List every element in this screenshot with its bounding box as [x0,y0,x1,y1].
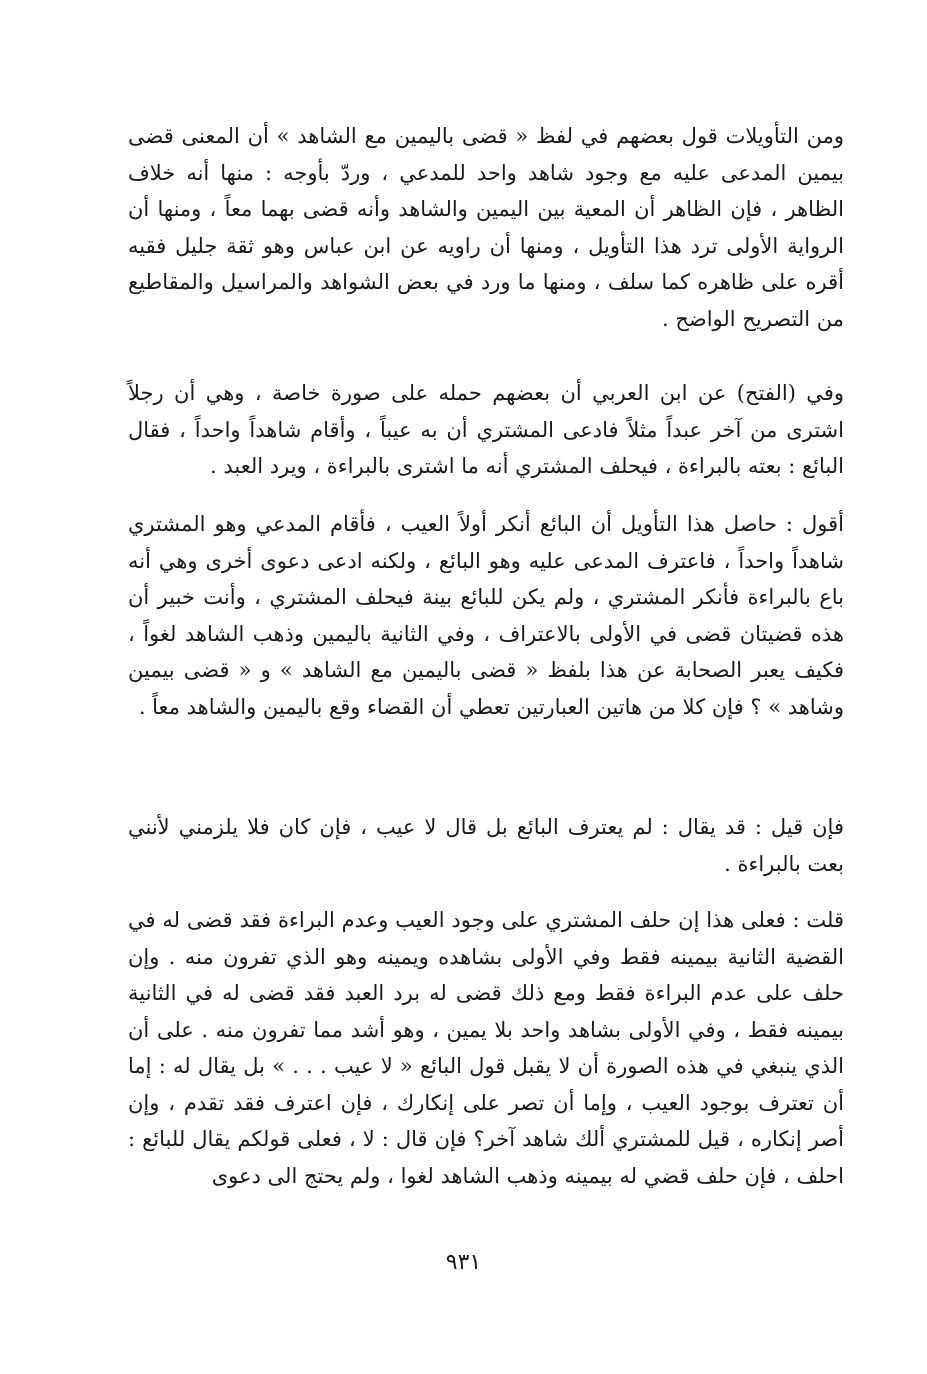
paragraph-text: أقول : حاصل هذا التأويل أن البائع أنكر أولاً العيب ، فأقام المدعي وهو المشتري شاهداً واحداً ، فاعترف المدعى عليه وهو البائع ، ولكنه ادعى دعوى أخرى وهي أنه باع بالبراءة فأنكر المشتري ، ولم يكن للبائع بينة فيحلف المشتري ، وأنت خبير أن هذه قضيتان قضى في الأولى بالاعتراف ، وفي الثانية باليمين وذهب الشاهد لغواً ، فكيف يعبر الصحابة عن هذا بلفظ « قضى باليمين مع الشاهد » و « قضى بيمين وشاهد » ؟ فإن كلا من هاتين العبارتين تعطي أن القضاء وقع باليمين والشاهد معاً . [128,512,844,719]
page-number: ٩٣١ [445,1250,482,1275]
paragraph-text: قلت : فعلى هذا إن حلف المشتري على وجود العيب وعدم البراءة فقد قضى له في القضية الثانية بيمينه فقط وفي الأولى بشاهده ويمينه وهو الذي تفرون منه . وإن حلف على عدم البراءة فقط ومع ذلك قضى له برد العبد فقد قضى له في الثانية بيمينه فقط ، وفي الأولى بشاهد واحد بلا يمين ، وهو أشد مما تفرون منه . على أن الذي ينبغي في هذه الصورة أن لا يقبل قول البائع « لا عيب . . . » بل يقال له : إما أن تعترف بوجود العيب ، وإما أن تصر على إنكارك ، فإن اعترف فقد تقدم ، وإن أصر إنكاره ، قيل للمشتري ألك شاهد آخر؟ فإن قال : لا ، فعلى قولكم يقال للبائع : احلف ، فإن حلف قضي له بيمينه وذهب الشاهد لغوا ، ولم يحتج الى دعوى [128,908,844,1188]
paragraph-text: ومن التأويلات قول بعضهم في لفظ « قضى باليمين مع الشاهد » أن المعنى قضى بيمين المدعى عليه مع وجود شاهد واحد للمدعي ، وردّ بأوجه : منها أنه خلاف الظاهر ، فإن الظاهر أن المعية بين اليمين والشاهد وأنه قضى بهما معاً ، ومنها أن الرواية الأولى ترد هذا التأويل ، ومنها أن راويه عن ابن عباس وهو ثقة جليل فقيه أقره على ظاهره كما سلف ، ومنها ما ورد في بعض الشواهد والمراسيل والمقاطيع من التصريح الواضح . [128,124,844,331]
paragraph-5 [128,902,844,1194]
paragraph-text: فإن قيل : قد يقال : لم يعترف البائع بل قال لا عيب ، فإن كان فلا يلزمني لأنني بعت بالبراءة . [128,815,844,876]
paragraph-2 [128,375,844,485]
paragraph-4 [128,809,844,882]
paragraph-text: وفي (الفتح) عن ابن العربي أن بعضهم حمله على صورة خاصة ، وهي أن رجلاً اشترى من آخر عبداً مثلاً فادعى المشتري أن به عيباً ، وأقام شاهداً واحداً ، فقال البائع : بعته بالبراءة ، فيحلف المشتري أنه ما اشترى بالبراءة ، ويرد العبد . [128,381,844,478]
paragraph-1 [128,118,844,337]
paragraph-3 [128,506,844,725]
